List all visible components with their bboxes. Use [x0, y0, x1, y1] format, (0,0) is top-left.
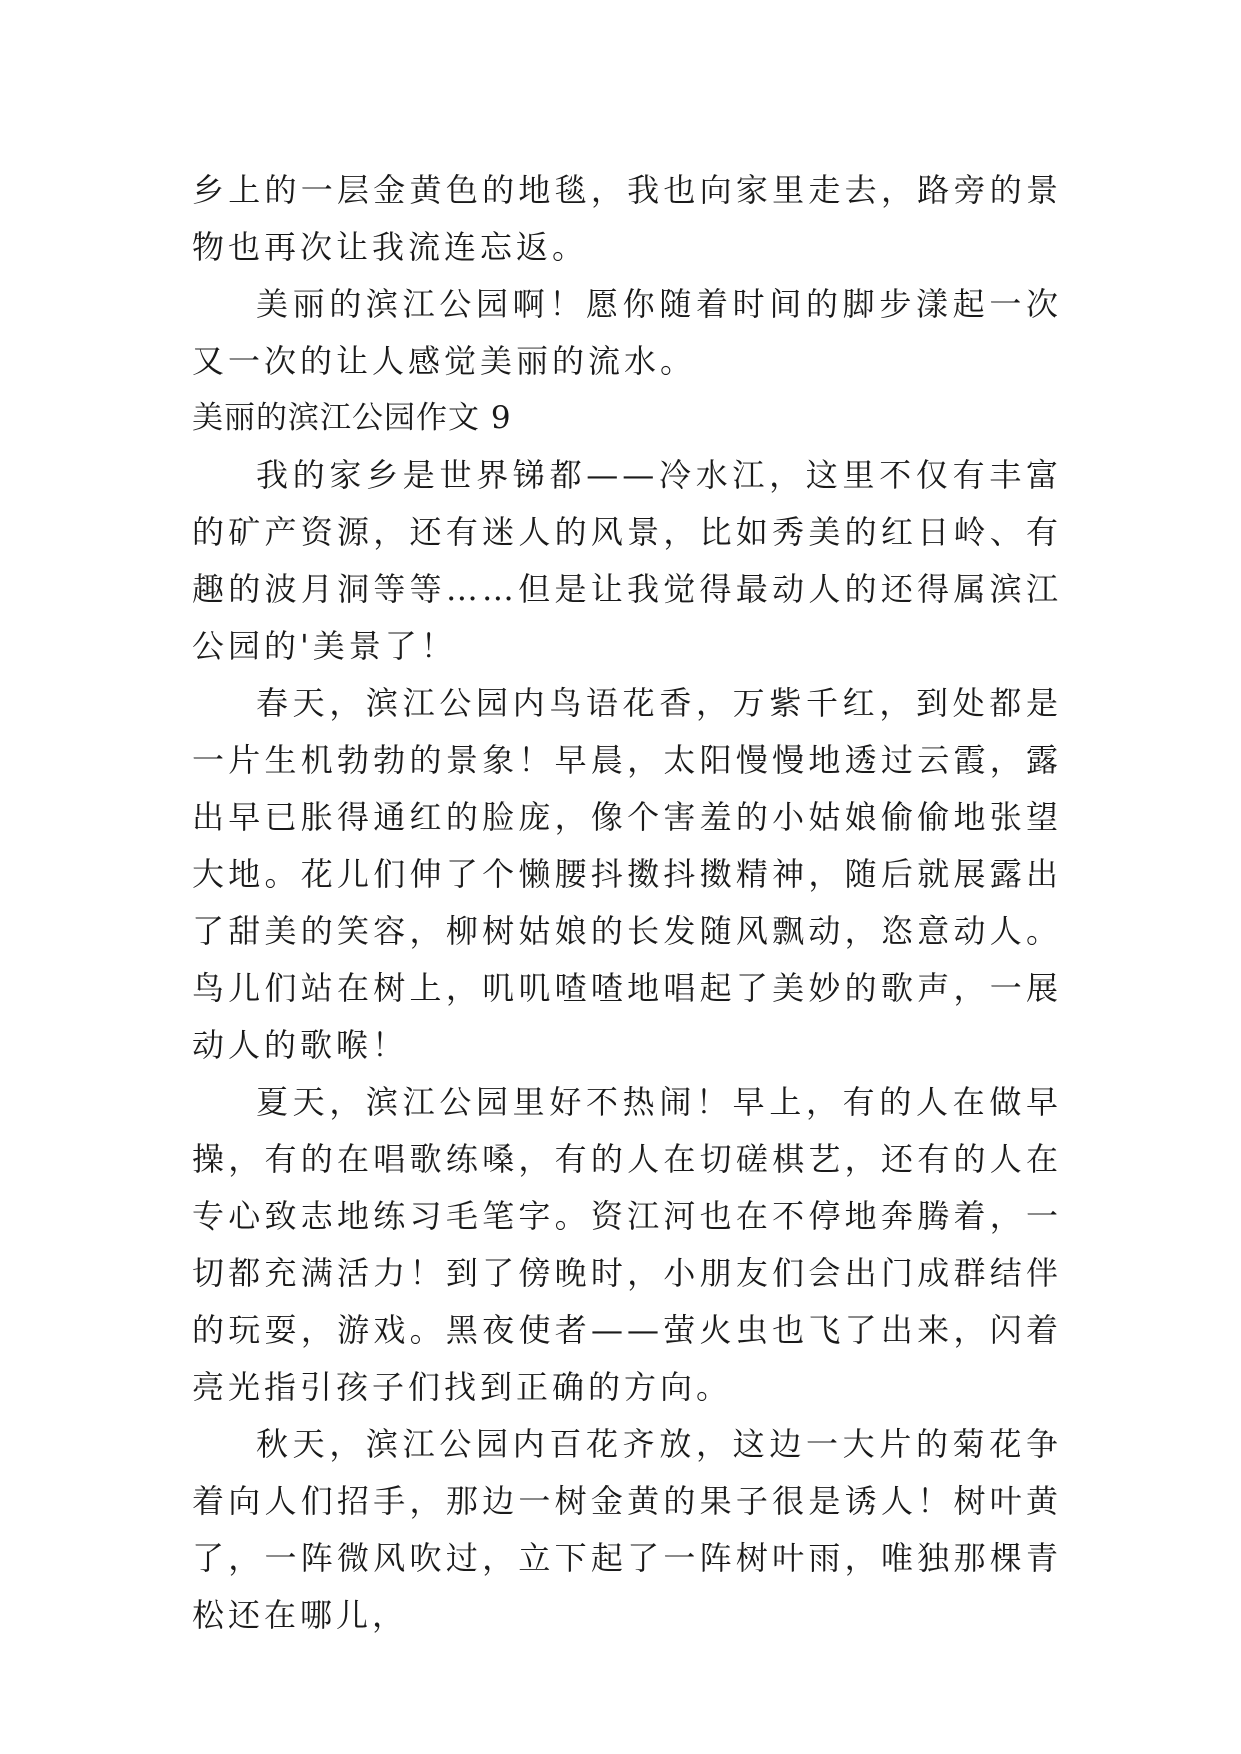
- document-body: [192, 162, 1062, 1644]
- paragraph: 我的家乡是世界锑都——冷水江，这里不仅有丰富的矿产资源，还有迷人的风景，比如秀美的红日岭、有趣的波月洞等等……但是让我觉得最动人的还得属滨江公园的'美景了！: [192, 456, 1062, 665]
- paragraph: 秋天，滨江公园内百花齐放，这边一大片的菊花争着向人们招手，那边一树金黄的果子很是诱人！树叶黄了，一阵微风吹过，立下起了一阵树叶雨，唯独那棵青松还在哪儿，: [192, 1425, 1062, 1634]
- paragraph: 美丽的滨江公园啊！愿你随着时间的脚步漾起一次又一次的让人感觉美丽的流水。: [192, 285, 1062, 380]
- paragraph: 夏天，滨江公园里好不热闹！早上，有的人在做早操，有的在唱歌练嗓，有的人在切磋棋艺，还有的人在专心致志地练习毛笔字。资江河也在不停地奔腾着，一切都充满活力！到了傍晚时，小朋友们会出门成群结伴的玩耍，游戏。黑夜使者——萤火虫也飞了出来，闪着亮光指引孩子们找到正确的方向。: [192, 1083, 1062, 1406]
- paragraph: 春天，滨江公园内鸟语花香，万紫千红，到处都是一片生机勃勃的景象！早晨，太阳慢慢地透过云霞，露出早已胀得通红的脸庞，像个害羞的小姑娘偷偷地张望大地。花儿们伸了个懒腰抖擞抖擞精神，随后就展露出了甜美的笑容，柳树姑娘的长发随风飘动，恣意动人。鸟儿们站在树上，叽叽喳喳地唱起了美妙的歌声，一展动人的歌喉！: [192, 684, 1062, 1064]
- section-heading: 美丽的滨江公园作文 9: [192, 400, 512, 436]
- paragraph-continuation: 乡上的一层金黄色的地毯，我也向家里走去，路旁的景物也再次让我流连忘返。: [192, 171, 1062, 266]
